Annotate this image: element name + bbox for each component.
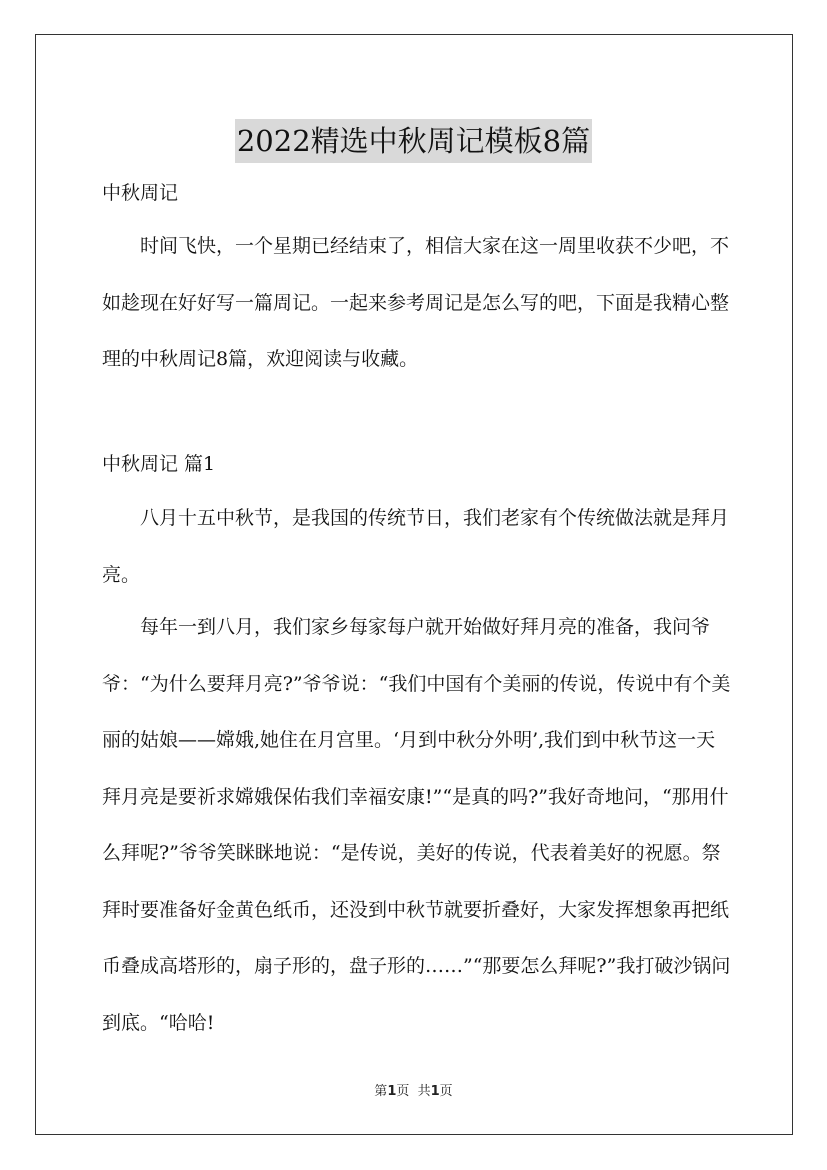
part1-heading: 中秋周记 篇1: [102, 453, 216, 475]
footer-prefix: 第: [374, 1084, 388, 1099]
footer-page-number: 1: [387, 1084, 397, 1099]
document-title: 2022精选中秋周记模板8篇: [235, 119, 592, 163]
title-container: [0, 100, 827, 183]
paragraph-2: 每年一到八月，我们家乡每家每户就开始做好拜月亮的准备，我问爷爷：“为什么要拜月亮?”爷爷说：“我们中国有个美丽的传说，传说中有个美丽的姑娘——嫦娥,她住在月宫里。‘月到中秋分外明’,我们到中秋节这一天拜月亮是要祈求嫦娥保佑我们幸福安康!”“是真的吗?”我好奇地问，“那用什么拜呢?”爷爷笑眯眯地说：“是传说，美好的传说，代表着美好的祝愿。祭拜时要准备好金黄色纸币，还没到中秋节就要折叠好，大家发挥想象再把纸币叠成高塔形的，扇子形的，盘子形的……”“那要怎么拜呢?”我打破沙锅问到底。“哈哈!: [102, 616, 731, 1034]
footer-suffix: 页: [439, 1084, 453, 1099]
footer-total-pages: 1: [430, 1084, 440, 1099]
footer-middle: 页 共: [396, 1084, 431, 1099]
page-footer: [0, 1080, 827, 1099]
paragraph-1: 八月十五中秋节，是我国的传统节日，我们老家有个传统做法就是拜月亮。: [102, 507, 730, 586]
intro-paragraph: 时间飞快，一个星期已经结束了，相信大家在这一周里收获不少吧，不如趁现在好好写一篇周记。一起来参考周记是怎么写的吧，下面是我精心整理的中秋周记8篇，欢迎阅读与收藏。: [102, 235, 730, 370]
intro-heading: 中秋周记: [102, 182, 179, 204]
